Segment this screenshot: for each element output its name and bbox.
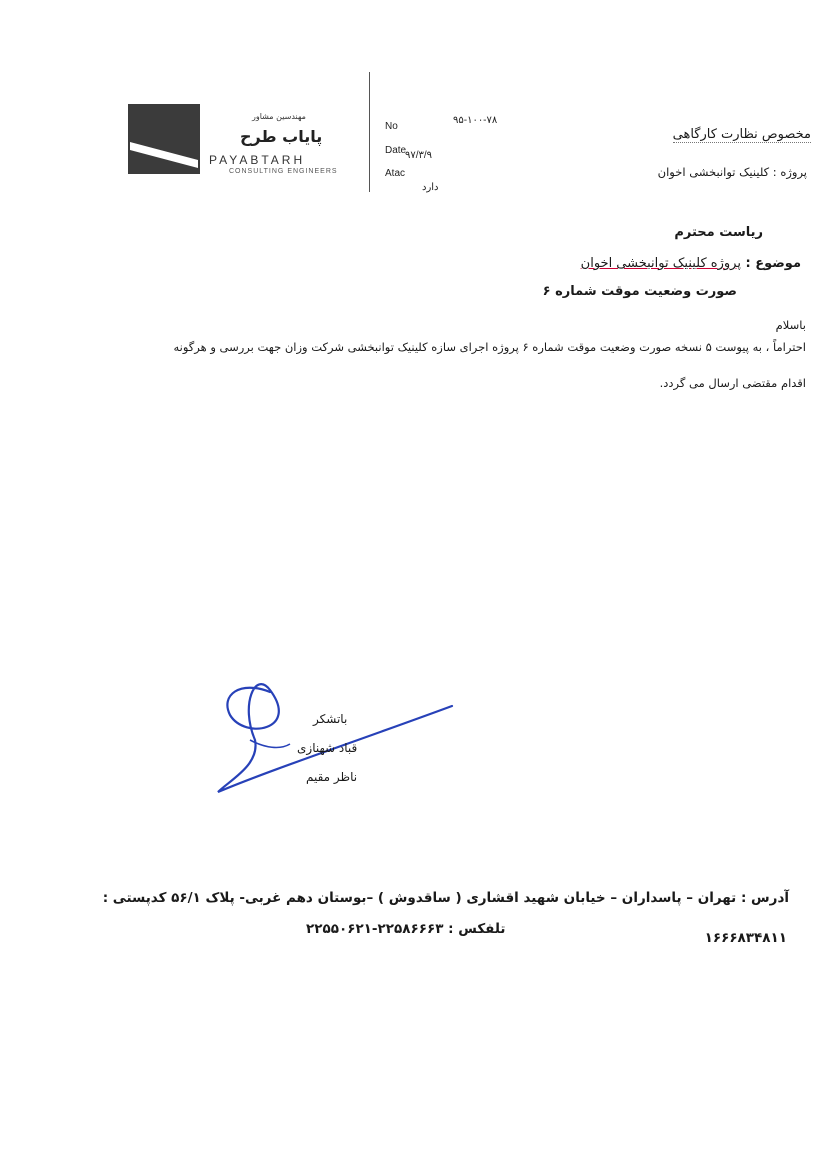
footer-postal-code: ۱۶۶۶۸۳۴۸۱۱	[704, 930, 787, 946]
subject-line-2: صورت وضعیت موقت شماره ۶	[542, 284, 737, 299]
letterhead-divider	[369, 72, 370, 192]
footer-address: آدرس : تهران – پاسداران – خیابان شهید اقشاری ( ساقدوش ) –بوستان دهم غربی- پلاک ۵۶/۱ کدپستی :	[102, 890, 789, 906]
logo-name-fa: پایاب طرح	[240, 127, 323, 146]
logo-emblem-icon	[128, 104, 200, 174]
no-value: ۹۵-۱۰۰-۷۸	[453, 115, 498, 126]
date-value: ۹۷/۳/۹	[405, 150, 433, 161]
footer-phone: تلفکس : ۲۲۵۸۶۶۶۳-۲۲۵۵۰۶۲۱	[306, 921, 506, 937]
paragraph-line-2: اقدام مقتضی ارسال می گردد.	[659, 376, 806, 390]
private-label: مخصوص نظارت کارگاهی	[672, 127, 811, 142]
greeting: باسلام	[775, 318, 806, 332]
subject-value: پروژه کلینیک توانبخشی اخوان	[580, 256, 741, 271]
date-label: Date	[385, 145, 407, 156]
salutation: ریاست محترم	[674, 225, 763, 240]
logo-subtitle-fa: مهندسین مشاور	[252, 112, 306, 121]
subject-prefix: موضوع :	[740, 256, 801, 271]
signature-role: ناظر مقیم	[306, 770, 358, 784]
signature-name: قباد شهنازی	[297, 741, 358, 755]
signature-thanks: باتشکر	[313, 712, 348, 726]
company-logo-mark	[128, 104, 200, 174]
attach-label: Atac	[385, 168, 406, 179]
logo-tagline: CONSULTING ENGINEERS	[229, 168, 338, 175]
project-line: پروژه : کلینیک توانبخشی اخوان	[657, 165, 807, 179]
paragraph-line-1: احتراماً ، به پیوست ۵ نسخه صورت وضعیت موقت شماره ۶ پروژه اجرای سازه کلینیک توانبخشی شرکت وزان جهت بررسی و هرگونه	[173, 340, 806, 354]
logo-name-en: PAYABTARH	[209, 153, 306, 167]
attach-value: دارد	[422, 182, 439, 193]
subject-line	[581, 256, 801, 271]
no-label: No	[385, 121, 398, 132]
